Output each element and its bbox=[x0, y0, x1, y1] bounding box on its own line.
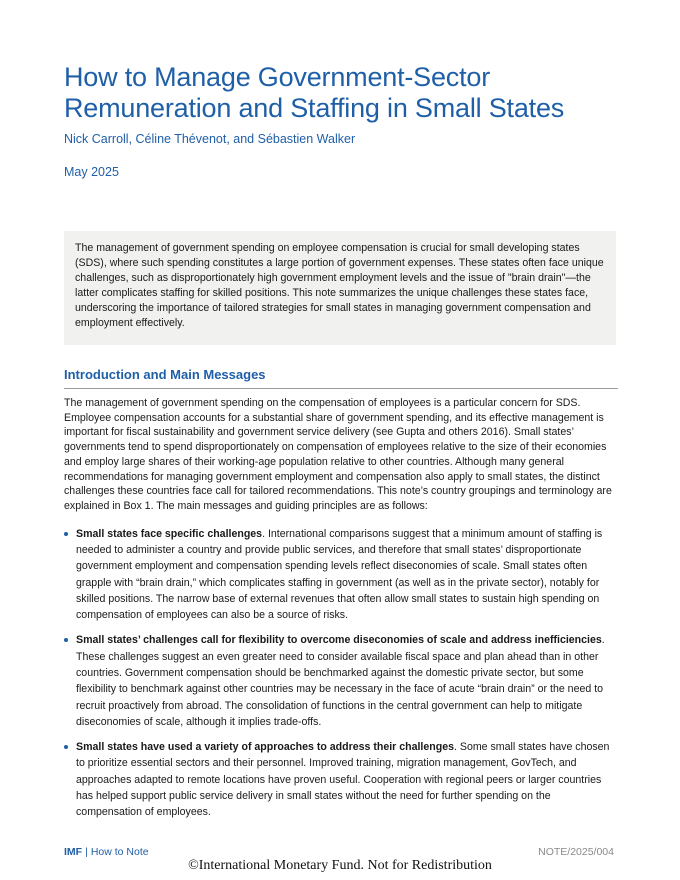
bullet-text: . Some small states have chosen to prioritize essential sectors and their personnel. Improved training, migration management, GovTech, and approaches adapted to remote locations have proven useful. Cooperation with regional peers or larger countries has helped support public service delivery in small states without the need for further spending on the compensation of employees. bbox=[76, 741, 610, 819]
publication-date: May 2025 bbox=[64, 165, 119, 179]
bullet-lead: Small states’ challenges call for flexibility to overcome diseconomies of scale and address inefficiencies bbox=[76, 634, 602, 647]
document-page bbox=[64, 62, 616, 830]
bullet-icon bbox=[64, 638, 68, 642]
intro-paragraph: The management of government spending on the compensation of employees is a particular concern for SDS. Employee compensation accounts for a substantial share of government spending, and its effective management is important for fiscal sustainability and government service delivery (see Gupta and others 2016). Small states’ governments tend to spend disproportionately on compensation of employees relative to the size of their economies and employ large shares of their working-age population relative to other countries. Although many general recommendations for managing government employment and compensation also apply to small states, the distinct challenges these countries face call for tailored recommendations. This note’s country groupings and terminology are explained in Box 1. The main messages and guiding principles are as follows: bbox=[64, 397, 612, 512]
list-item bbox=[64, 526, 616, 624]
bullet-icon bbox=[64, 745, 68, 749]
main-messages-list bbox=[64, 526, 616, 821]
footer-series-name: How to Note bbox=[90, 846, 149, 858]
footer-org: IMF bbox=[64, 846, 83, 858]
footer-series bbox=[64, 846, 149, 858]
footer-note-id: NOTE/2025/004 bbox=[538, 846, 614, 858]
authors: Nick Carroll, Céline Thévenot, and Sébastien Walker bbox=[64, 132, 356, 146]
abstract-text: The management of government spending on employee compensation is crucial for small developing states (SDS), where such spending constitutes a large portion of government expenses. These states often face unique challenges, such as disproportionately high government employment levels and the issue of "brain drain"—the latter complicates staffing for skilled positions. This note summarizes the unique challenges these states face, underscoring the importance of tailored strategies for small states in managing government compensation and employment effectively. bbox=[75, 242, 604, 329]
bullet-lead: Small states have used a variety of approaches to address their challenges bbox=[76, 741, 454, 754]
bullet-text: . International comparisons suggest that a minimum amount of staffing is needed to administer a country and provide public services, and therefore that small states’ disproportionate government employment and compensation spending levels reflect diseconomies of scale. Small states often grapple with “brain drain,” which complicates staffing in government (as well as in the private sector), notably for skilled positions. The narrow base of external revenues that often allow small states to sustain high spending on compensation of employees can also be a source of risks. bbox=[76, 527, 603, 622]
page-title: How to Manage Government-Sector Remuneration and Staffing in Small States bbox=[64, 62, 565, 123]
list-item bbox=[64, 739, 616, 820]
abstract-box bbox=[64, 231, 616, 345]
list-item bbox=[64, 632, 616, 730]
bullet-lead: Small states face specific challenges bbox=[76, 527, 263, 540]
bullet-icon bbox=[64, 532, 68, 536]
bullet-text: . These challenges suggest an even greater need to consider available fiscal space and plan ahead than in other countries. Government compensation should be benchmarked against the domestic private sector, but some flexibility to benchmark against other countries may be necessary in the face of acute “brain drain” or the need to recruit proactively from abroad. The consolidation of functions in the central government can help to mitigate diseconomies of scale, although it implies trade-offs. bbox=[76, 634, 605, 728]
copyright-notice: ©International Monetary Fund. Not for Redistribution bbox=[188, 858, 492, 873]
section-heading: Introduction and Main Messages bbox=[64, 367, 618, 389]
footer-separator: | bbox=[85, 846, 88, 858]
